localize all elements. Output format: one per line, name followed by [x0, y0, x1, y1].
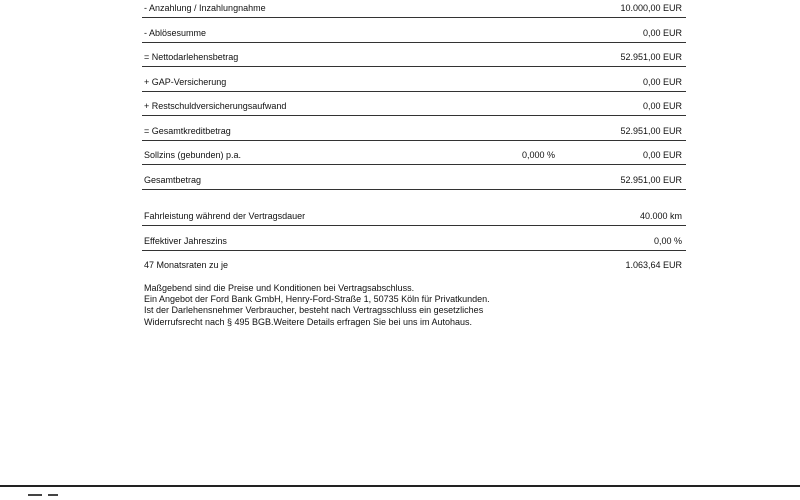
table-row: [142, 0, 686, 18]
row-label-monthly-installments: 47 Monatsraten zu je: [144, 260, 229, 270]
note-line: Widerrufsrecht nach § 495 BGB.Weitere Details erfragen Sie bei uns im Autohaus.: [144, 316, 472, 327]
row-label-interest-rate: Sollzins (gebunden) p.a.: [144, 150, 242, 160]
row-label-payoff: - Ablösesumme: [144, 27, 207, 38]
financing-table: [142, 0, 686, 274]
table-row: [142, 141, 686, 166]
table-row: [142, 67, 686, 92]
row-label-down-payment: - Anzahlung / Inzahlungnahme: [144, 3, 266, 13]
table-row: [142, 165, 686, 190]
row-value-effective-rate: 0,00 %: [653, 235, 682, 246]
row-value-total-credit: 52.951,00 EUR: [620, 125, 682, 136]
row-rate-interest: 0,000 %: [522, 150, 556, 160]
row-label-residual-debt-insurance: + Restschuldversicherungsaufwand: [144, 101, 287, 111]
row-label-gap-insurance: + GAP-Versicherung: [144, 76, 227, 87]
spacer: [142, 190, 686, 202]
note-line: Ist der Darlehensnehmer Verbraucher, besteht nach Vertragsschluss ein gesetzliches: [144, 305, 484, 316]
legal-notes: [144, 283, 584, 328]
row-value-payoff: 0,00 EUR: [642, 27, 682, 38]
row-label-total-credit: = Gesamtkreditbetrag: [144, 125, 231, 136]
footer-mark: [28, 494, 64, 497]
row-value-mileage: 40.000 km: [639, 211, 682, 221]
row-value-monthly-installments: 1.063,64 EUR: [625, 260, 682, 270]
row-value-residual-debt-insurance: 0,00 EUR: [642, 101, 682, 111]
note-line: Ein Angebot der Ford Bank GmbH, Henry-Ford-Straße 1, 50735 Köln für Privatkunden.: [144, 294, 490, 305]
row-value-interest: 0,00 EUR: [642, 150, 682, 160]
row-label-net-loan: = Nettodarlehensbetrag: [144, 52, 239, 62]
note-line: Maßgebend sind die Preise und Konditionen bei Vertragsabschluss.: [144, 283, 415, 293]
table-row: [142, 18, 686, 43]
row-label-effective-rate: Effektiver Jahreszins: [144, 235, 227, 246]
row-value-total-amount: 52.951,00 EUR: [620, 174, 682, 185]
row-label-total-amount: Gesamtbetrag: [144, 174, 202, 185]
row-value-net-loan: 52.951,00 EUR: [620, 52, 682, 62]
page-divider: [0, 485, 800, 487]
table-row: [142, 92, 686, 117]
table-row: [142, 202, 686, 227]
row-label-mileage: Fahrleistung während der Vertragsdauer: [144, 211, 306, 221]
table-row: [142, 43, 686, 68]
table-row: [142, 226, 686, 251]
row-value-down-payment: 10.000,00 EUR: [620, 3, 682, 13]
row-value-gap-insurance: 0,00 EUR: [642, 76, 682, 87]
table-row: [142, 116, 686, 141]
table-row: [142, 251, 686, 275]
